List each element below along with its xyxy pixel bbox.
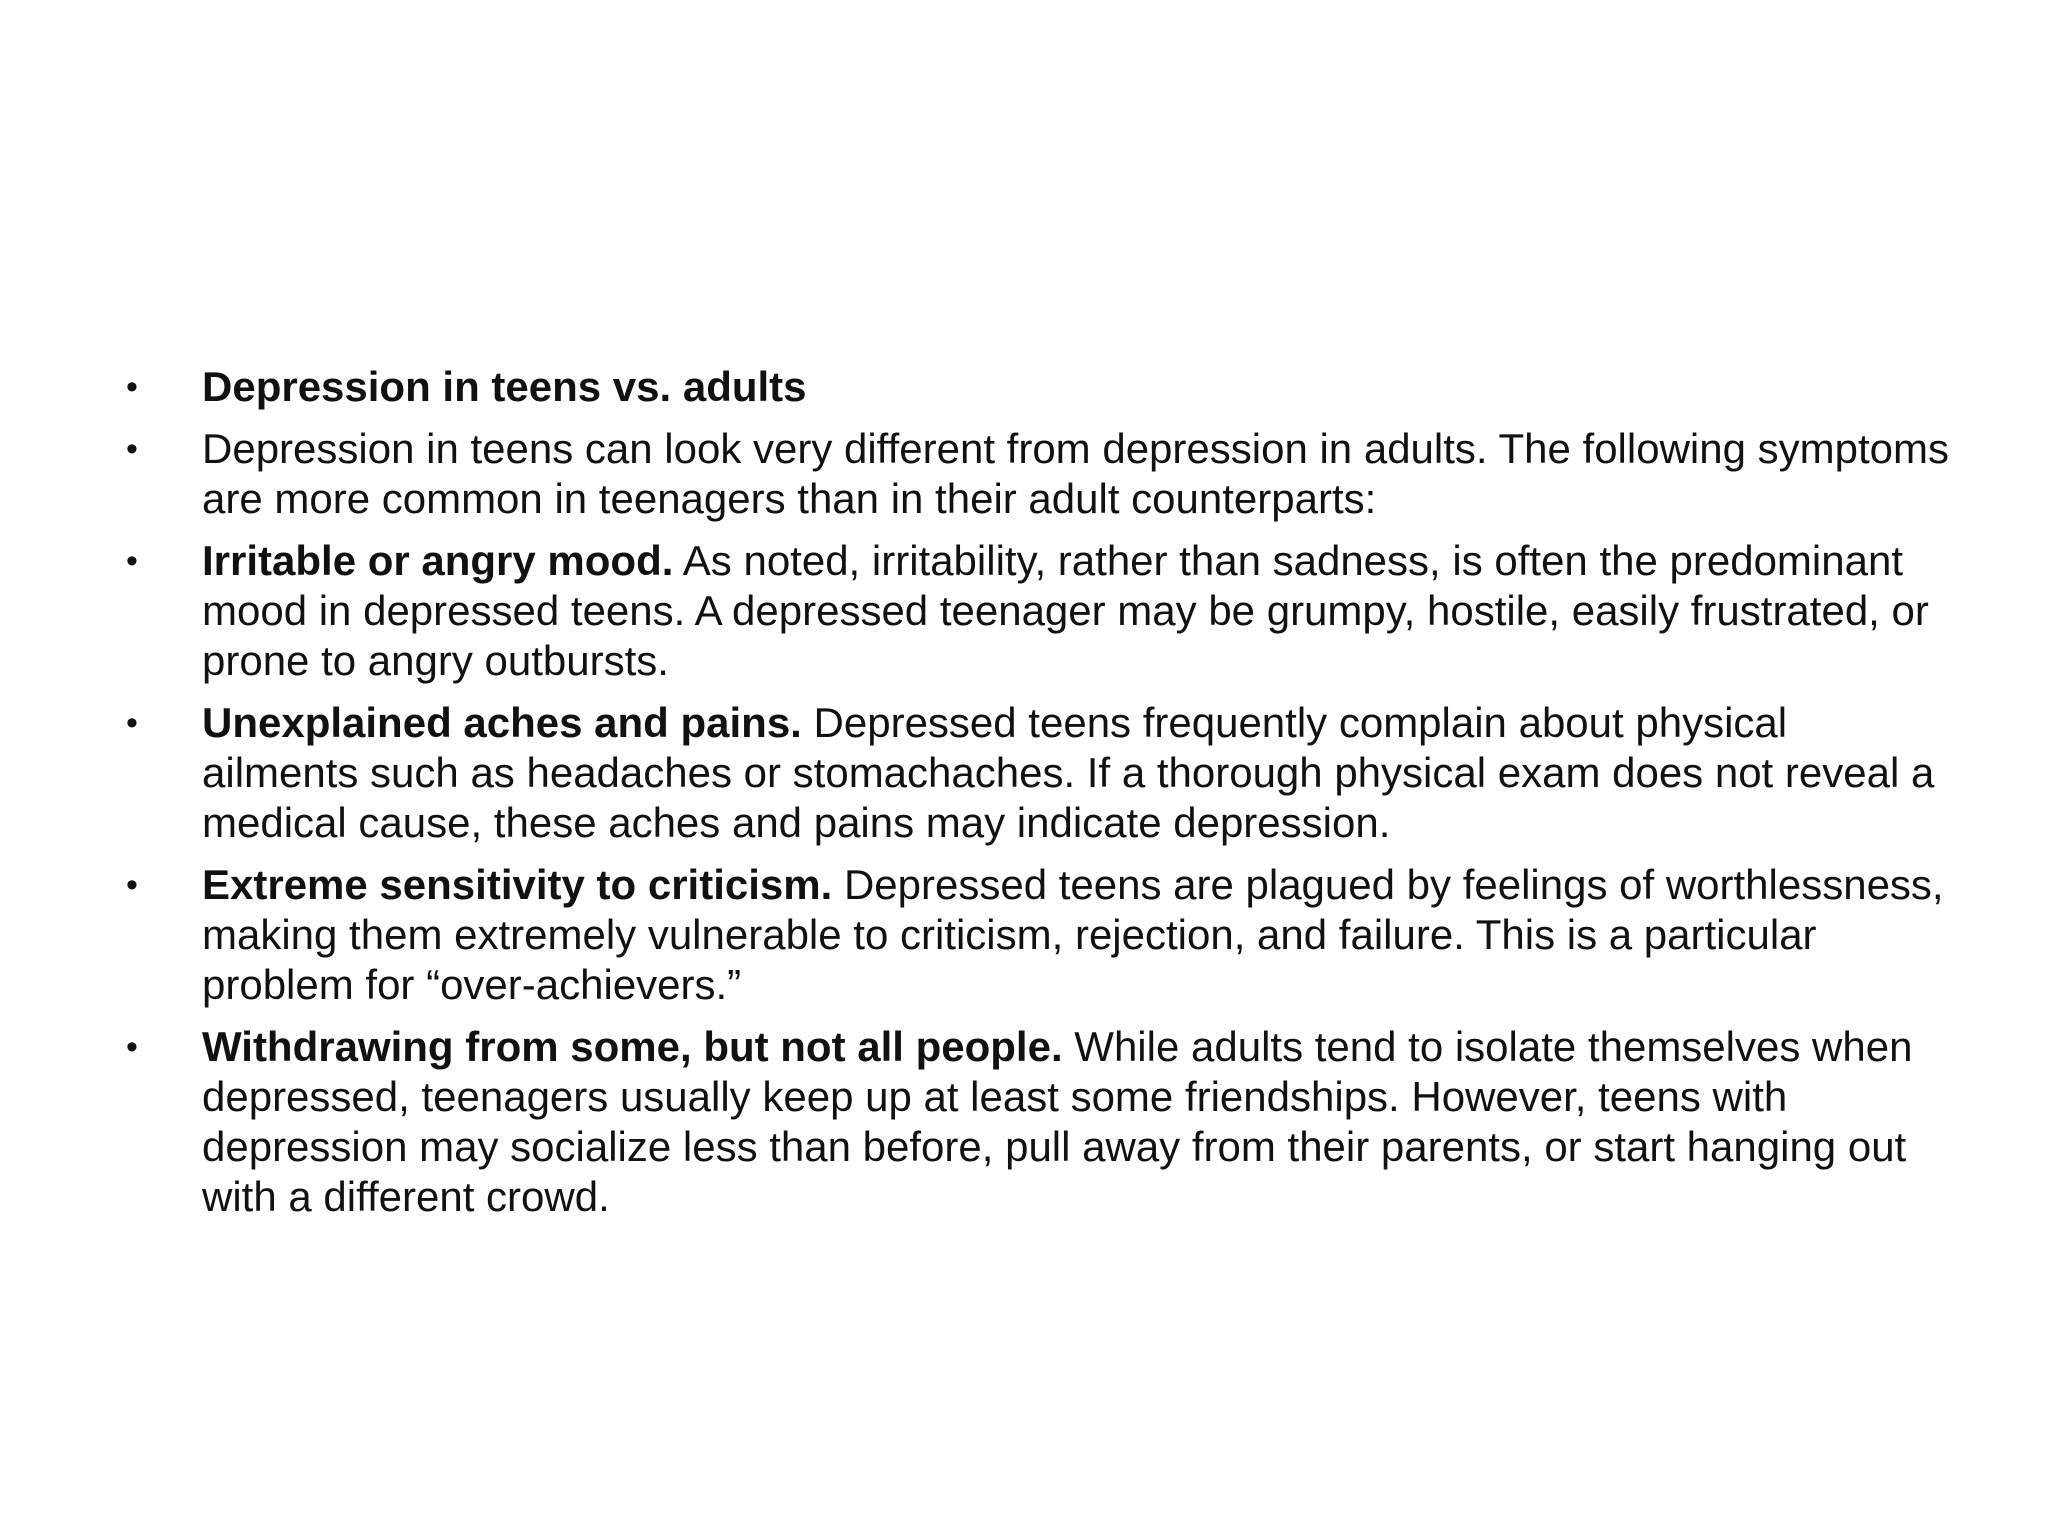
bullet-bold-lead: Withdrawing from some, but not all people. <box>202 1023 1063 1070</box>
bullet-bold-lead: Unexplained aches and pains. <box>202 699 802 746</box>
bullet-body: Depressed teens frequently complain about physical ailments such as headaches or stomachaches. If a thorough physical exam does not reveal a medical cause, these aches and pains may indicate depression. <box>202 699 1935 846</box>
bullet-text <box>202 536 1950 686</box>
bullet-item-depression-heading <box>120 362 1950 412</box>
bullet-bold-lead: Depression in teens vs. adults <box>202 363 807 410</box>
bullet-text <box>202 424 1950 524</box>
bullet-item-irritable-mood <box>120 536 1950 686</box>
bullet-body: While adults tend to isolate themselves when depressed, teenagers usually keep up at least some friendships. However, teens with depression may socialize less than before, pull away from their parents, or start hanging out with a different crowd. <box>202 1023 1913 1220</box>
bullet-icon: • <box>126 368 138 406</box>
bullet-icon: • <box>126 1028 138 1066</box>
bullet-item-intro <box>120 424 1950 524</box>
bullet-bold-lead: Extreme sensitivity to criticism. <box>202 861 833 908</box>
bullet-body: As noted, irritability, rather than sadness, is often the predominant mood in depressed teens. A depressed teenager may be grumpy, hostile, easily frustrated, or prone to angry outbursts. <box>202 537 1929 684</box>
bullet-text <box>202 698 1950 848</box>
bullet-item-withdrawing <box>120 1022 1950 1222</box>
bullet-text <box>202 362 1950 412</box>
bullet-icon: • <box>126 430 138 468</box>
bullet-text <box>202 860 1950 1010</box>
bullet-body: Depression in teens can look very different from depression in adults. The following symptoms are more common in teenagers than in their adult counterparts: <box>202 425 1949 522</box>
bullet-item-sensitivity-criticism <box>120 860 1950 1010</box>
bullet-list <box>120 362 1950 1234</box>
bullet-body: Depressed teens are plagued by feelings of worthlessness, making them extremely vulnerable to criticism, rejection, and failure. This is a particular problem for “over-achievers.” <box>202 861 1944 1008</box>
bullet-icon: • <box>126 542 138 580</box>
bullet-icon: • <box>126 704 138 742</box>
bullet-text <box>202 1022 1950 1222</box>
bullet-bold-lead: Irritable or angry mood. <box>202 537 674 584</box>
bullet-item-aches-pains <box>120 698 1950 848</box>
bullet-icon: • <box>126 866 138 904</box>
